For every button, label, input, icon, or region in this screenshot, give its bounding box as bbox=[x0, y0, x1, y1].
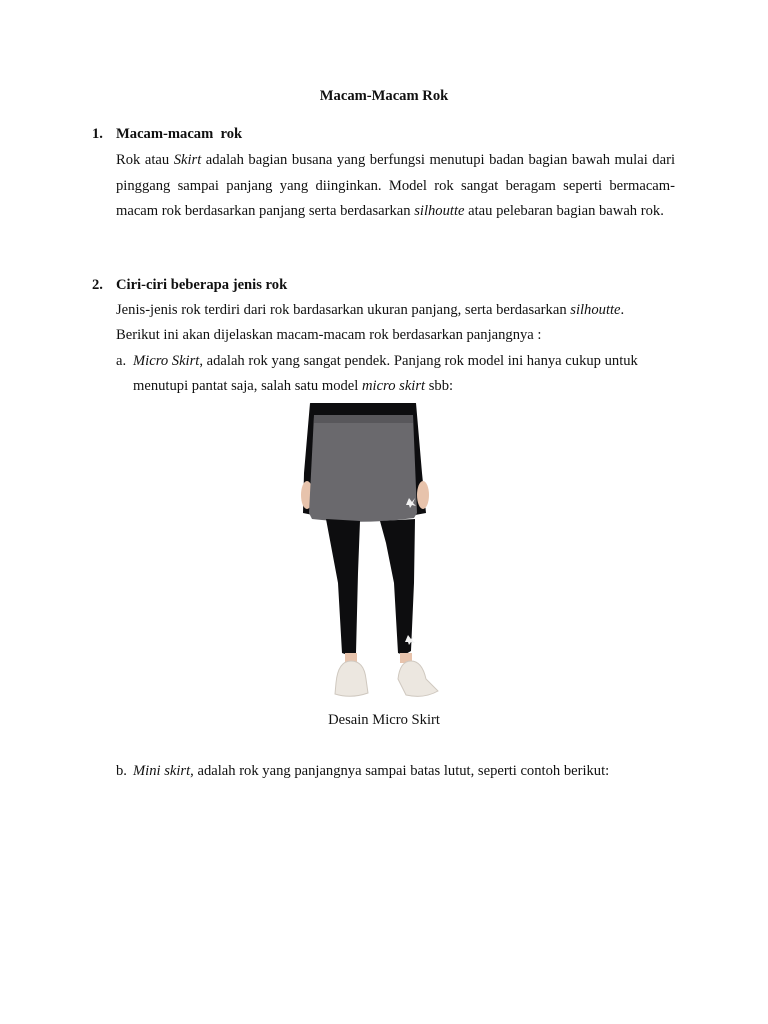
page-title: Macam-Macam Rok bbox=[319, 88, 449, 104]
skirt bbox=[309, 415, 417, 522]
section-1-heading: Macam-macam rok bbox=[116, 126, 243, 142]
section-2-number: 2. bbox=[92, 277, 103, 293]
italic-term-micro-skirt: micro skirt bbox=[361, 378, 426, 394]
waistband bbox=[314, 415, 413, 423]
right-shoe bbox=[398, 661, 438, 696]
section-1-paragraph bbox=[116, 148, 675, 225]
item-a-line-2 bbox=[133, 378, 453, 395]
text: menutupi pantat saja, salah satu model bbox=[133, 378, 362, 394]
section-2-heading: Ciri-ciri beberapa jenis rok bbox=[116, 277, 288, 293]
top bbox=[310, 403, 416, 417]
text: , adalah rok yang panjangnya sampai batas lutut, seperti contoh berikut: bbox=[190, 763, 610, 779]
item-a-line-1 bbox=[133, 353, 638, 370]
text: atau pelebaran bagian bawah rok. bbox=[464, 203, 664, 219]
text: , adalah rok yang sangat pendek. Panjang rok model ini hanya cukup untuk bbox=[199, 353, 638, 369]
micro-skirt-photo bbox=[296, 403, 446, 700]
section-1-number: 1. bbox=[92, 126, 103, 142]
left-leg bbox=[326, 519, 360, 655]
italic-term-silhoutte: silhoutte bbox=[414, 203, 465, 219]
italic-term-skirt: Skirt bbox=[173, 152, 202, 168]
text: Jenis-jenis rok terdiri dari rok bardasarkan ukuran panjang, serta berdasarkan bbox=[116, 302, 571, 318]
left-shoe bbox=[335, 661, 368, 696]
section-2-line-2: Berikut ini akan dijelaskan macam-macam rok berdasarkan panjangnya : bbox=[116, 327, 542, 343]
item-b-letter: b. bbox=[116, 763, 127, 779]
text: adalah bagian busana yang berfungsi menutupi badan bagian bawah mulai dari pinggang sampai panjang yang diinginkan. Model rok sangat beragam seperti bermacam-macam rok berdasarkan panjang serta berdasarkan bbox=[116, 152, 675, 219]
text: Rok atau bbox=[116, 152, 174, 168]
item-a-letter: a. bbox=[116, 353, 127, 369]
item-b-line-1 bbox=[133, 763, 609, 780]
right-leg bbox=[380, 519, 415, 655]
text: sbb: bbox=[425, 378, 454, 394]
text: . bbox=[620, 302, 625, 318]
figure-caption: Desain Micro Skirt bbox=[328, 712, 440, 728]
italic-term-silhoutte: silhoutte bbox=[570, 302, 621, 318]
section-2-line-1 bbox=[116, 302, 624, 319]
right-hand bbox=[417, 481, 429, 509]
italic-term-micro-skirt: Micro Skirt bbox=[133, 353, 200, 369]
italic-term-mini-skirt: Mini skirt bbox=[133, 763, 191, 779]
